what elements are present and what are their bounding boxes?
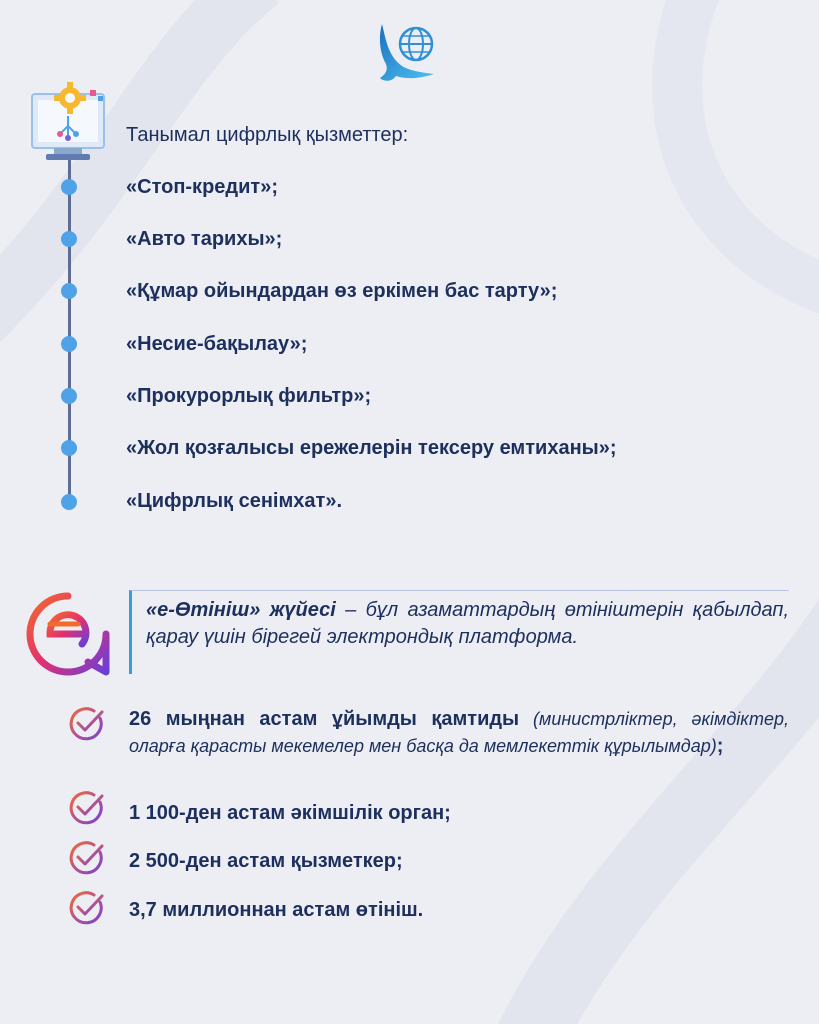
stat-bold: 26 мыңнан астам ұйымды қамтиды — [129, 708, 520, 730]
service-item: «Несие-бақылау»; — [126, 333, 308, 355]
check-circle-icon — [66, 788, 106, 828]
stat-bold: 1 100-ден астам әкімшілік орган; — [129, 802, 451, 824]
timeline-dot — [61, 336, 77, 352]
check-circle-icon — [66, 838, 106, 878]
service-item: «Стоп-кредит»; — [126, 176, 278, 198]
service-item: «Авто тарихы»; — [126, 228, 283, 250]
service-item: «Құмар ойындардан өз еркімен бас тарту»; — [126, 280, 558, 302]
stat-bold: 3,7 миллионнан астам өтініш. — [129, 899, 424, 921]
services-heading: Танымал цифрлық қызметтер: — [126, 124, 409, 146]
service-item: «Жол қозғалысы ережелерін тексеру емтиханы»; — [126, 437, 617, 459]
timeline-dot — [61, 494, 77, 510]
stat-item — [129, 848, 789, 875]
stat-item — [129, 706, 789, 760]
timeline-dot — [61, 283, 77, 299]
service-item: «Цифрлық сенімхат». — [126, 490, 342, 512]
timeline-dot — [61, 231, 77, 247]
service-item: «Прокурорлық фильтр»; — [126, 385, 372, 407]
check-circle-icon — [66, 704, 106, 744]
stat-text — [129, 706, 789, 760]
stat-bold: 2 500-ден астам қызметкер; — [129, 850, 403, 872]
stat-item — [129, 897, 789, 924]
stat-note: (министрліктер, әкімдіктер, оларға қарасты мекемелер мен басқа да мемлекеттік құрылымдар) — [129, 709, 789, 756]
timeline-dot — [61, 440, 77, 456]
timeline-dot — [61, 179, 77, 195]
eagle-globe-icon — [372, 20, 442, 84]
e-otinish-logo-icon — [24, 590, 112, 678]
definition-text — [146, 597, 789, 651]
definition-body: – бұл азаматтардың өтініштерін қабылдап, қарау үшін бірегей электрондық платформа. — [146, 599, 789, 648]
check-circle-icon — [66, 888, 106, 928]
stat-item — [129, 800, 789, 827]
stat-tail: ; — [716, 735, 724, 757]
definition-box — [129, 590, 789, 674]
timeline-dot — [61, 388, 77, 404]
monitor-gear-icon — [30, 82, 116, 166]
definition-term: «е-Өтініш» жүйесі — [146, 599, 336, 621]
